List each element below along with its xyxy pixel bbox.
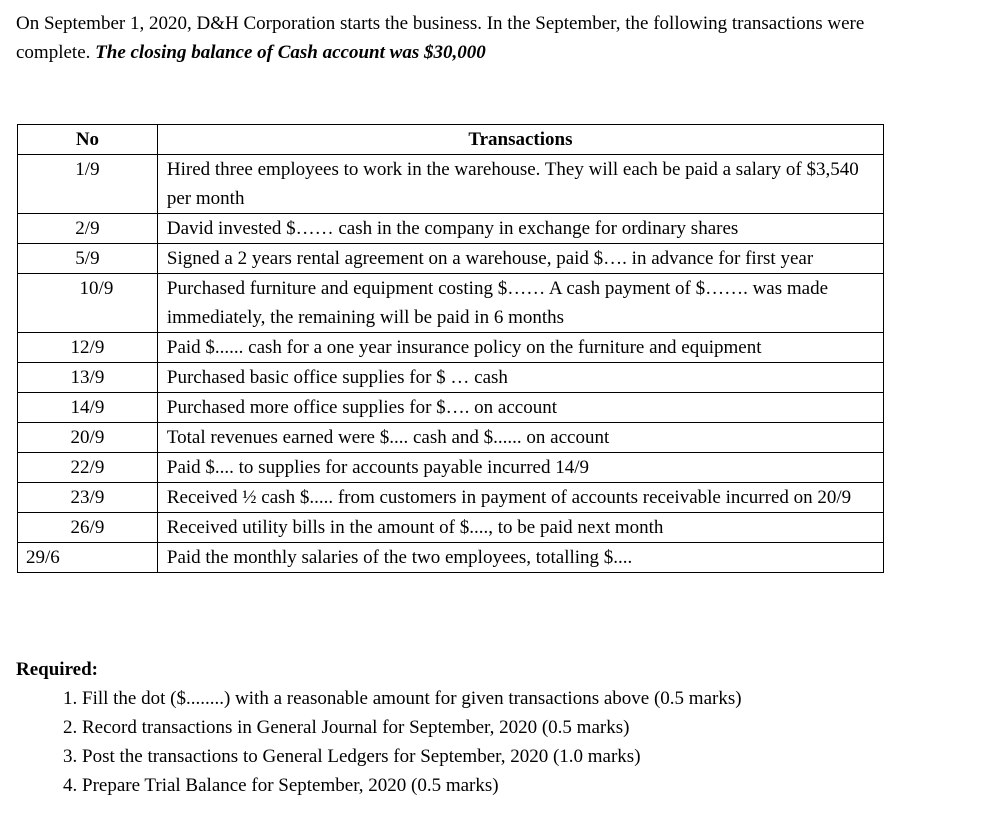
table-row (18, 543, 884, 573)
required-item: 3. Post the transactions to General Ledgers for September, 2020 (1.0 marks) (82, 742, 966, 771)
table-row (18, 274, 884, 333)
row-transaction: Received ½ cash $..... from customers in payment of accounts receivable incurred on 20/9 (157, 483, 883, 513)
required-item: 1. Fill the dot ($........) with a reasonable amount for given transactions above (0.5 marks) (82, 684, 966, 713)
row-no: 5/9 (18, 244, 158, 274)
row-no: 2/9 (18, 214, 158, 244)
table-row (18, 453, 884, 483)
required-section (16, 655, 966, 800)
row-no: 1/9 (18, 155, 158, 214)
row-transaction: Received utility bills in the amount of $...., to be paid next month (157, 513, 883, 543)
row-no: 29/6 (18, 543, 158, 573)
row-no: 14/9 (18, 393, 158, 423)
row-no: 10/9 (18, 274, 158, 333)
intro-text: On September 1, 2020, D&H Corporation starts the business. In the September, the following transactions were complete. (16, 13, 865, 63)
row-transaction: Signed a 2 years rental agreement on a warehouse, paid $…. in advance for first year (157, 244, 883, 274)
row-no: 22/9 (18, 453, 158, 483)
row-no: 20/9 (18, 423, 158, 453)
table-row (18, 333, 884, 363)
required-list (16, 684, 966, 800)
intro-emphasis: The closing balance of Cash account was $30,000 (95, 42, 486, 63)
row-transaction: Purchased more office supplies for $…. on account (157, 393, 883, 423)
table-row (18, 483, 884, 513)
transactions-table (17, 124, 884, 573)
table-row (18, 155, 884, 214)
required-item: 2. Record transactions in General Journal for September, 2020 (0.5 marks) (82, 713, 966, 742)
row-no: 26/9 (18, 513, 158, 543)
header-transactions: Transactions (157, 125, 883, 155)
table-row (18, 513, 884, 543)
row-transaction: Paid $...... cash for a one year insurance policy on the furniture and equipment (157, 333, 883, 363)
row-transaction: Purchased basic office supplies for $ … cash (157, 363, 883, 393)
table-row (18, 423, 884, 453)
row-transaction: Hired three employees to work in the warehouse. They will each be paid a salary of $3,540 per month (157, 155, 883, 214)
row-transaction: Purchased furniture and equipment costing $…… A cash payment of $……. was made immediately, the remaining will be paid in 6 months (157, 274, 883, 333)
row-transaction: Total revenues earned were $.... cash and $...... on account (157, 423, 883, 453)
table-row (18, 244, 884, 274)
row-transaction: Paid the monthly salaries of the two employees, totalling $.... (157, 543, 883, 573)
table-header-row (18, 125, 884, 155)
required-title: Required: (16, 659, 98, 680)
table-row (18, 363, 884, 393)
header-no: No (18, 125, 158, 155)
row-no: 13/9 (18, 363, 158, 393)
required-item: 4. Prepare Trial Balance for September, 2020 (0.5 marks) (82, 771, 966, 800)
table-row (18, 214, 884, 244)
row-no: 12/9 (18, 333, 158, 363)
table-row (18, 393, 884, 423)
row-transaction: David invested $…… cash in the company in exchange for ordinary shares (157, 214, 883, 244)
intro-paragraph (16, 9, 916, 67)
row-no: 23/9 (18, 483, 158, 513)
row-transaction: Paid $.... to supplies for accounts payable incurred 14/9 (157, 453, 883, 483)
